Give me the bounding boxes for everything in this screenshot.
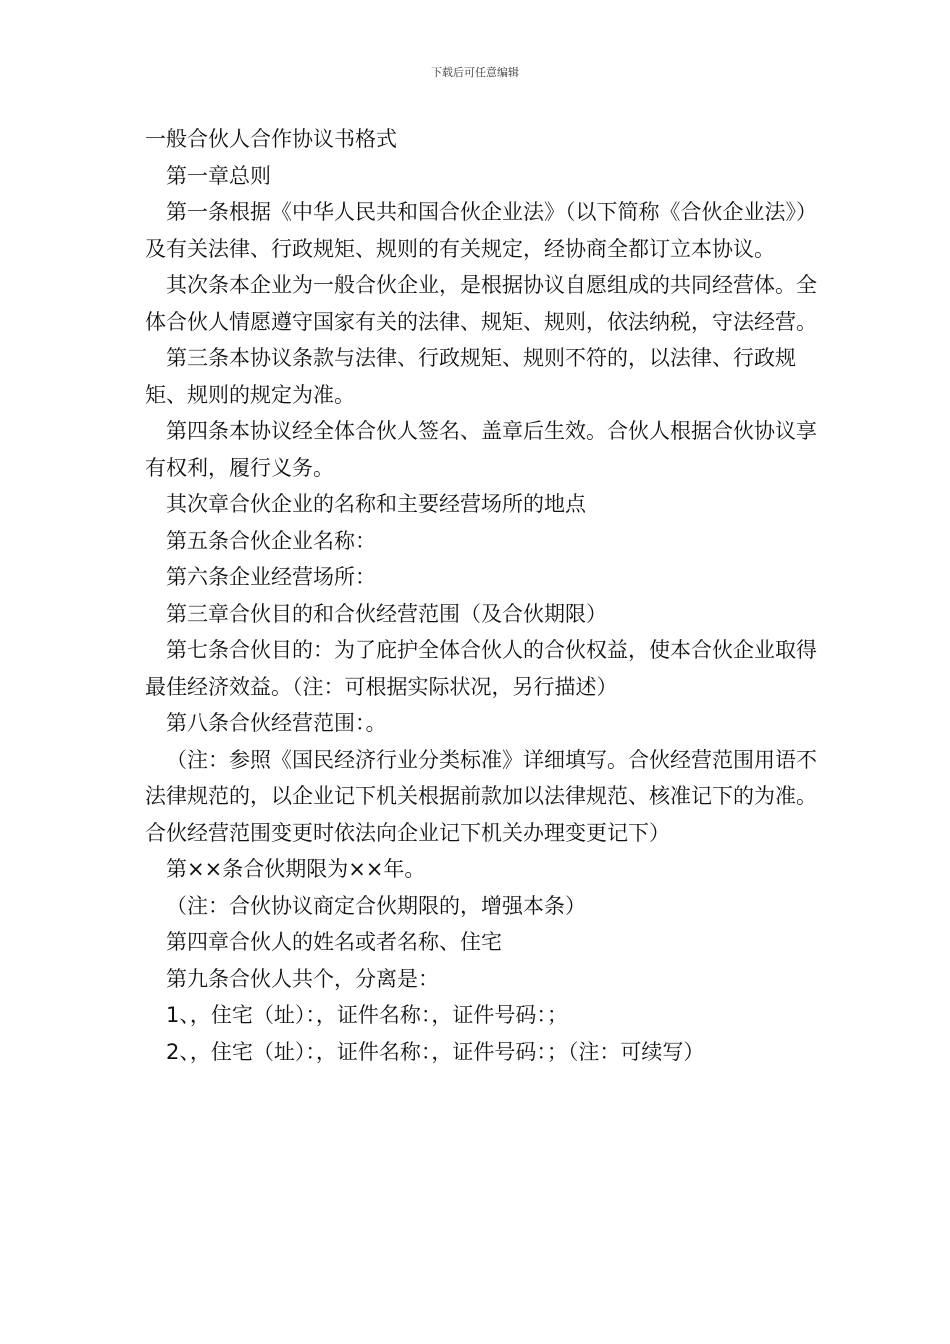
note-paragraph: （注：参照《国民经济行业分类标准》详细填写。合伙经营范围用语不法律规范的，以企业记下机关根据前款加以法律规范、核准记下的为准。合伙经营范围变更时依法向企业记下机关办理变更记下） xyxy=(145,747,817,845)
article-paragraph: 第××条合伙期限为××年。 xyxy=(166,857,426,881)
article-paragraph: 第五条合伙企业名称： xyxy=(166,528,376,553)
page-header: 下载后可任意编辑 xyxy=(431,66,519,79)
document-body xyxy=(145,121,825,1070)
note-paragraph: （注：合伙协议商定合伙期限的，增强本条） xyxy=(166,893,586,918)
article-paragraph: 第九条合伙人共个，分离是： xyxy=(166,966,439,991)
list-item: 1、，住宅（址）：，证件名称：，证件号码：； xyxy=(166,1003,568,1027)
chapter-heading: 第一章总则 xyxy=(166,163,271,188)
article-paragraph: 第六条企业经营场所： xyxy=(166,565,376,589)
chapter-heading: 其次章合伙企业的名称和主要经营场所的地点 xyxy=(166,492,586,516)
chapter-heading: 第四章合伙人的姓名或者名称、住宅 xyxy=(166,930,502,954)
article-paragraph: 第八条合伙经营范围：。 xyxy=(166,711,387,735)
article-paragraph: 第一条根据《中华人民共和国合伙企业法》（以下简称《合伙企业法》）及有关法律、行政规矩、规则的有关规定，经协商全都订立本协议。 xyxy=(145,200,817,261)
chapter-heading: 第三章合伙目的和合伙经营范围（及合伙期限） xyxy=(166,601,607,626)
article-paragraph: 第七条合伙目的：为了庇护全体合伙人的合伙权益，使本合伙企业取得最佳经济效益。（注：可根据实际状况，另行描述） xyxy=(145,638,817,699)
article-paragraph: 第三条本协议条款与法律、行政规矩、规则不符的，以法律、行政规矩、规则的规定为准。 xyxy=(145,346,796,407)
article-paragraph: 其次条本企业为一般合伙企业，是根据协议自愿组成的共同经营体。全体合伙人情愿遵守国家有关的法律、规矩、规则，依法纳税，守法经营。 xyxy=(145,273,817,334)
list-item: 2、，住宅（址）：，证件名称：，证件号码：；（注：可续写） xyxy=(166,1039,705,1064)
article-paragraph: 第四条本协议经全体合伙人签名、盖章后生效。合伙人根据合伙协议享有权利，履行义务。 xyxy=(145,419,817,480)
document-title: 一般合伙人合作协议书格式 xyxy=(145,127,397,151)
